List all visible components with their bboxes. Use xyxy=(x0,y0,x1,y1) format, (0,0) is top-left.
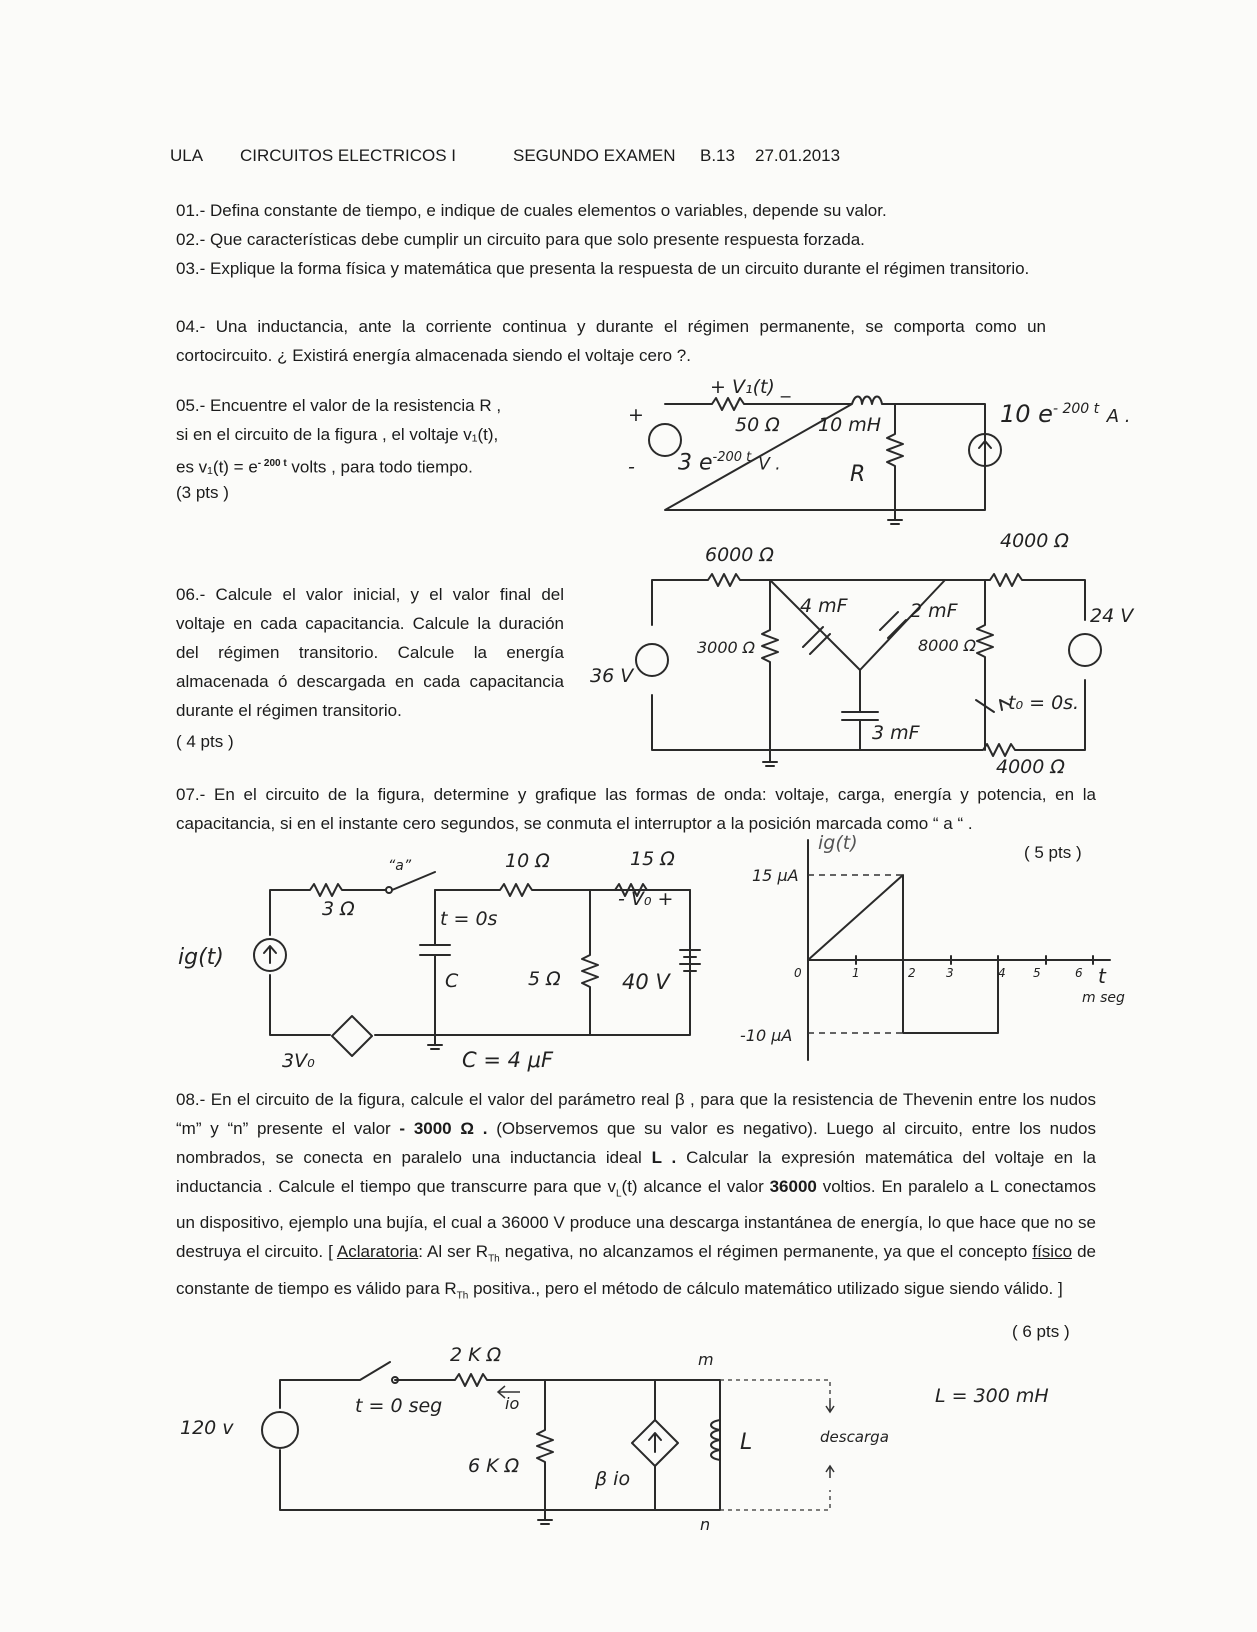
c8-sw-label: t = 0 seg xyxy=(355,1395,443,1417)
question-4: 04.- Una inductancia, ante la corriente continua y durante el régimen permanente, se comporta como un cortocircuito. ¿ Existirá energía almacenada siendo el voltaje cero ?. xyxy=(176,317,1046,365)
c8-dep-label: β io xyxy=(595,1468,631,1490)
c5-cur-exp: - 200 t xyxy=(1052,401,1100,417)
q8-fisico: físico xyxy=(1032,1242,1073,1262)
q8-sub-th1: Th xyxy=(488,1253,500,1265)
question-7: 07.- En el circuito de la figura, determine y grafique las formas de onda: voltaje, carga, energía y potencia, en la capacitancia, si en el instante cero segundos, se conmuta el interruptor a la posición marcada como “ a “ . xyxy=(176,785,1096,833)
g7-xtick-6: 6 xyxy=(1075,966,1083,980)
q8-sub-th2: Th xyxy=(456,1290,469,1302)
q8-aclaratoria: Aclaratoria xyxy=(336,1242,419,1262)
c8-v120-label: 120 v xyxy=(180,1417,234,1439)
c7-r15-label: 15 Ω xyxy=(630,848,675,870)
c7-r3-label: 3 Ω xyxy=(322,898,355,920)
c8-l-label: L xyxy=(740,1430,753,1455)
c7-a-label: “a” xyxy=(388,858,412,874)
c5-src-minus: - xyxy=(628,456,635,478)
c8-m-label: m xyxy=(698,1350,714,1369)
g7-y-pos: 15 μA xyxy=(752,866,799,885)
header-institution: ULA xyxy=(170,146,204,165)
c8-r2k-label: 2 K Ω xyxy=(450,1344,502,1366)
c5-src-unit: V . xyxy=(758,454,781,475)
q8-text-i: positiva., pero el método de cálculo matemático utilizado sigue siendo válido. ] xyxy=(468,1278,1063,1298)
question-3: 03.- Explique la forma física y matemática que presenta la respuesta de un circuito durante el régimen transitorio. xyxy=(176,259,1030,278)
c7-c-label: C xyxy=(445,970,459,992)
q8-sub-l: L xyxy=(615,1188,622,1200)
header-code: B.13 xyxy=(700,146,735,165)
c6-v36-label: 36 V xyxy=(590,665,634,687)
header-course: CIRCUITOS ELECTRICOS I xyxy=(240,146,456,165)
q8-voltage-value: 36000 xyxy=(769,1177,817,1196)
question-1: 01.- Defina constante de tiempo, e indique de cuales elementos o variables, depende su valor. xyxy=(176,201,887,220)
c8-lval-label: L = 300 mH xyxy=(935,1385,1049,1407)
c7-v40-label: 40 V xyxy=(622,970,670,994)
c7-vo-label: - V₀ + xyxy=(618,888,674,910)
g7-xunit-t: t xyxy=(1098,964,1106,988)
g7-xtick-4: 4 xyxy=(998,966,1006,980)
c7-cval-label: C = 4 μF xyxy=(462,1048,554,1072)
g7-xtick-3: 3 xyxy=(946,966,954,980)
header-exam: SEGUNDO EXAMEN xyxy=(513,146,676,165)
c7-r10-label: 10 Ω xyxy=(505,850,550,872)
c8-n-label: n xyxy=(700,1515,711,1534)
g7-y-neg: -10 μA xyxy=(740,1026,793,1045)
c5-r-label: R xyxy=(850,462,866,487)
q8-text-b: (Observemos que su valor es negativo). Luego al circuito, entre los nudos nombrados, se conecta en paralelo una inductancia ideal xyxy=(176,1119,1096,1167)
header-date: 27.01.2013 xyxy=(755,146,841,165)
question-5-line1: 05.- Encuentre el valor de la resistencia R , xyxy=(176,396,502,415)
q8-text-a: 08.- En el circuito de la figura, calcule el valor del parámetro real β , para que la resistencia de Thevenin entre los nudos “m” y “n” presente el valor xyxy=(176,1090,1096,1138)
g7-xtick-2: 2 xyxy=(908,966,916,980)
question-8-points: ( 6 pts ) xyxy=(1012,1322,1070,1341)
q8-text-d: (t) alcance el valor xyxy=(621,1177,770,1196)
c5-src-base: 3 e xyxy=(678,450,713,476)
g7-xtick-5: 5 xyxy=(1033,966,1041,980)
g7-xtick-1: 1 xyxy=(852,966,860,980)
c8-io-label: io xyxy=(505,1394,520,1413)
question-5-points: (3 pts ) xyxy=(176,483,229,502)
q8-text-f: : Al ser R xyxy=(418,1242,489,1262)
c5-v1-label: + V₁(t) _ xyxy=(710,376,791,398)
g7-xtick-0: 0 xyxy=(794,966,802,980)
c5-l10-label: 10 mH xyxy=(818,414,882,436)
c5-src-plus: + xyxy=(628,404,644,426)
question-5-line2: si en el circuito de la figura , el voltaje v₁(t), xyxy=(176,425,499,444)
q8-text-h: de constante de tiempo es válido para R xyxy=(176,1242,1096,1298)
question-6-points: ( 4 pts ) xyxy=(176,732,234,751)
q8-text-e: voltios. En paralelo a L conectamos un dispositivo, ejemplo una bujía, el cual a 36000 V produce una descarga instantánea de energía, lo que hace que no se destruya el circuito. [ xyxy=(176,1177,1097,1262)
c5-r50-label: 50 Ω xyxy=(735,414,780,436)
circuit-6 xyxy=(636,574,1101,766)
c8-descarga-label: descarga xyxy=(820,1428,889,1446)
c6-r3000-label: 3000 Ω xyxy=(697,638,756,657)
q5-exponent: - 200 t xyxy=(257,458,287,469)
question-7-points: ( 5 pts ) xyxy=(1024,843,1082,862)
c6-v24-label: 24 V xyxy=(1090,605,1134,627)
c5-cur-unit: A . xyxy=(1106,406,1131,427)
c6-r4000-top-label: 4000 Ω xyxy=(1000,530,1069,552)
c7-r5-label: 5 Ω xyxy=(528,968,561,990)
q8-text-g: negativa, no alcanzamos el régimen permanente, ya que el concepto xyxy=(499,1242,1033,1262)
c5-cur-label xyxy=(1000,400,1131,428)
c7-t0-label: t = 0s xyxy=(440,908,498,930)
g7-xunit: m seg xyxy=(1082,990,1125,1006)
c8-r6k-label: 6 K Ω xyxy=(468,1455,520,1477)
c6-t0-label: t₀ = 0s. xyxy=(1008,692,1080,714)
c6-c4-label: 4 mF xyxy=(800,595,848,617)
q5-formula: es v₁(t) = e xyxy=(176,457,258,477)
c7-ig-label: ig(t) xyxy=(178,945,224,970)
g7-ylabel: ig(t) xyxy=(818,832,858,854)
q8-rth-value: - 3000 Ω . xyxy=(399,1119,488,1138)
question-6: 06.- Calcule el valor inicial, y el valor final del voltaje en cada capacitancia. Calcule la duración del régimen transitorio. Calcule la energía almacenada ó descargada en cada capacitancia durante el régimen transitorio. xyxy=(176,585,564,720)
q8-text-c: Calcular la expresión matemática del voltaje en la inductancia . Calcule el tiempo que transcurre para que v xyxy=(176,1148,1096,1196)
c6-c3-label: 3 mF xyxy=(872,722,920,744)
c5-cur-base: 10 e xyxy=(1000,400,1053,428)
graph-7 xyxy=(808,840,1110,1060)
c6-c2-label: 2 mF xyxy=(910,600,958,622)
c6-r4000-bot-label: 4000 Ω xyxy=(996,756,1065,778)
q5-formula-tail: volts , para todo tiempo. xyxy=(286,457,473,477)
c7-dep-label: 3V₀ xyxy=(282,1050,315,1072)
c6-r6000-label: 6000 Ω xyxy=(705,544,774,566)
c6-r8000-label: 8000 Ω xyxy=(918,636,977,655)
c5-src-label xyxy=(678,450,781,475)
q8-inductance: L . xyxy=(651,1148,677,1167)
question-2: 02.- Que características debe cumplir un circuito para que solo presente respuesta forzada. xyxy=(176,230,865,249)
c5-src-exp: -200 t xyxy=(712,450,752,465)
